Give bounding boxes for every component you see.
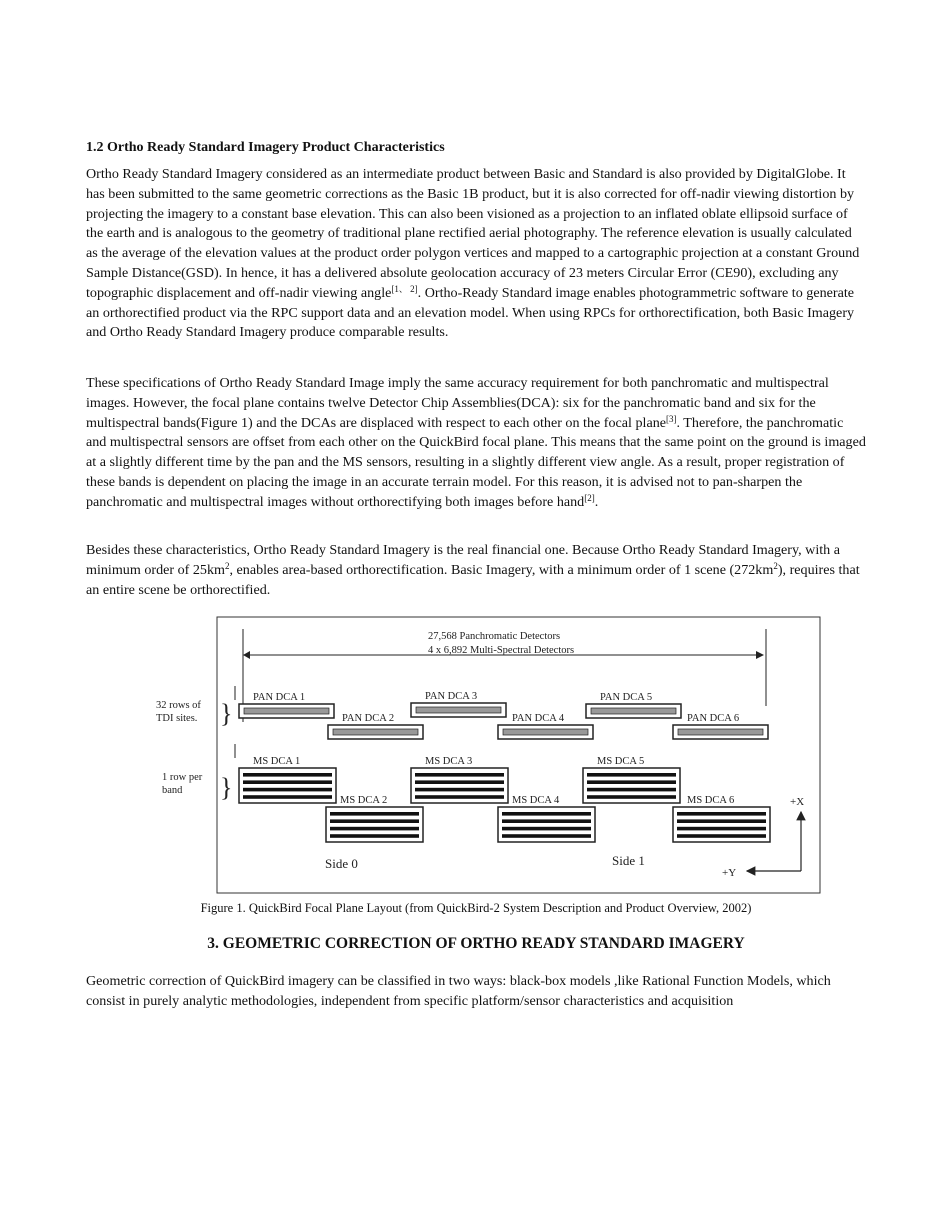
ms-dca-1-band-2 xyxy=(243,780,332,784)
pan-dca-6-label: PAN DCA 6 xyxy=(687,713,740,724)
ms-dca-5-label: MS DCA 5 xyxy=(597,756,645,767)
focal-plane-figure xyxy=(150,614,830,899)
ms-dca-6-band-1 xyxy=(677,812,766,816)
ms-dca-5-band-3 xyxy=(587,788,676,792)
pan-dca-1-sensor xyxy=(244,708,329,714)
band-brace: } xyxy=(220,773,233,802)
ms-dca-4-label: MS DCA 4 xyxy=(512,795,560,806)
pan-dca-4-sensor xyxy=(503,729,588,735)
paragraph-4: Geometric correction of QuickBird imagery can be classified in two ways: black-box models ,like Rational Function Models, which consist in purely analytic methodologies, independent from specific platform/sensor characteristics and acquisition xyxy=(86,973,831,1009)
ms-dca-1-label: MS DCA 1 xyxy=(253,756,301,767)
ms-dca-6-band-3 xyxy=(677,827,766,831)
paragraph-2 xyxy=(86,374,866,513)
ms-dca-6-band-4 xyxy=(677,834,766,838)
ms-dca-4-band-3 xyxy=(502,827,591,831)
ms-dca-3-band-3 xyxy=(415,788,504,792)
pan-dca-5-sensor xyxy=(591,708,676,714)
focal-plane-diagram xyxy=(150,614,830,899)
pan-dca-2-label: PAN DCA 2 xyxy=(342,713,395,724)
side-1-label: Side 1 xyxy=(612,853,645,868)
pan-dca-4-label: PAN DCA 4 xyxy=(512,713,565,724)
paragraph-2-text-b: . Therefore, the panchromatic and multispectral sensors are offset from each other on the QuickBird focal plane. This means that the same point on the ground is imaged at a slightly different time by the pan and the MS sensors, resulting in a slightly different view angle. As a result, proper registration of these bands is dependent on placing the image in an accurate terrain model. For this reason, it is advised not to pan-sharpen the panchromatic and multispectral images without orthorectifying both images before hand xyxy=(86,414,866,510)
citation-ref: [1、 2] xyxy=(391,283,418,294)
paragraph-1-text-a: Ortho Ready Standard Imagery considered as an intermediate product between Basic and Standard is also provided by DigitalGlobe. It has been submitted to the same geometric corrections as the Basic 1B product, but it is also corrected for off-nadir viewing distortion by projecting the imagery to a constant base elevation. This can also been visioned as a projection to an inflated oblate ellipsoid surface of the earth and is analogous to the geometry of traditional plane rectified aerial photography. The reference elevation is usually calculated as the average of the elevation values at the product order polygon vertices and mapped to a cartographic projection at a constant Ground Sample Distance(GSD). In hence, it has a delivered absolute geolocation accuracy of 23 meters Circular Error (CE90), excluding any topographic displacement and off-nadir viewing angle xyxy=(86,166,860,301)
ms-dca-5-band-4 xyxy=(587,795,676,799)
ms-dca-3-label: MS DCA 3 xyxy=(425,756,473,767)
ms-dca-3-band-4 xyxy=(415,795,504,799)
tdi-brace: } xyxy=(220,699,233,728)
x-axis-label: +X xyxy=(790,796,805,808)
paragraph-2-text-c: . xyxy=(594,493,599,510)
band-label-line1: 1 row per xyxy=(162,772,203,783)
ms-dca-4-band-2 xyxy=(502,819,591,823)
tdi-label-line2: TDI sites. xyxy=(156,713,198,724)
citation-ref: [3] xyxy=(666,413,677,424)
pan-dca-5-label: PAN DCA 5 xyxy=(600,692,653,703)
paragraph-1-text-b: . Ortho-Ready Standard image enables photogrammetric software to generate an orthorectified product via the RPC support data and an elevation model. When using RPCs for orthorectification, both Basic Imagery and Ortho Ready Standard Imagery produce comparable results. xyxy=(86,284,855,341)
ms-detectors-label: 4 x 6,892 Multi-Spectral Detectors xyxy=(428,645,575,656)
y-axis-label: +Y xyxy=(722,867,737,879)
figure-caption: Figure 1. QuickBird Focal Plane Layout (from QuickBird-2 System Description and Product Overview, 2002) xyxy=(200,901,752,915)
pan-dca-2-sensor xyxy=(333,729,418,735)
ms-dca-1-band-4 xyxy=(243,795,332,799)
citation-ref: [2] xyxy=(584,492,595,503)
tdi-label-line1: 32 rows of xyxy=(156,700,201,711)
band-label-line2: band xyxy=(162,785,183,796)
ms-dca-2-label: MS DCA 2 xyxy=(340,795,388,806)
paragraph-3 xyxy=(86,541,866,600)
ms-dca-3-band-2 xyxy=(415,780,504,784)
ms-dca-4-band-4 xyxy=(502,834,591,838)
paragraph-3-text-a: Besides these characteristics, Ortho Ready Standard Imagery is the real financial one. Because Ortho Ready Standard Imagery, with a minimum order of 25km xyxy=(86,542,841,578)
pan-detectors-label: 27,568 Panchromatic Detectors xyxy=(428,631,561,642)
figure-frame xyxy=(217,617,820,893)
ms-dca-2-band-2 xyxy=(330,819,419,823)
pan-dca-6-sensor xyxy=(678,729,763,735)
ms-dca-6-label: MS DCA 6 xyxy=(687,795,735,806)
ms-dca-5-band-1 xyxy=(587,773,676,777)
ms-dca-1-band-1 xyxy=(243,773,332,777)
pan-dca-3-label: PAN DCA 3 xyxy=(425,691,478,702)
pan-dca-3-sensor xyxy=(416,707,501,713)
section-3-heading: 3. GEOMETRIC CORRECTION OF ORTHO READY STANDARD IMAGERY xyxy=(207,935,745,952)
ms-dca-2-band-4 xyxy=(330,834,419,838)
ms-dca-group xyxy=(239,756,770,842)
ms-dca-6-band-2 xyxy=(677,819,766,823)
paragraph-1 xyxy=(86,165,866,343)
ms-dca-4-band-1 xyxy=(502,812,591,816)
paragraph-3-text-c: ), requires that an entire scene be orthorectified. xyxy=(86,561,860,598)
superscript: 2 xyxy=(773,560,778,571)
pan-dca-group xyxy=(239,691,768,739)
ms-dca-2-band-1 xyxy=(330,812,419,816)
paragraph-2-text-a: These specifications of Ortho Ready Standard Image imply the same accuracy requirement for both panchromatic and multispectral images. However, the focal plane contains twelve Detector Chip Assemblies(DCA): six for the panchromatic band and six for the multispectral bands(Figure 1) and the DCAs are displaced with respect to each other on the focal plane xyxy=(86,375,829,431)
superscript: 2 xyxy=(224,560,230,571)
section-heading: 1.2 Ortho Ready Standard Imagery Product Characteristics xyxy=(86,140,445,155)
pan-dca-1-label: PAN DCA 1 xyxy=(253,692,306,703)
ms-dca-5-band-2 xyxy=(587,780,676,784)
side-0-label: Side 0 xyxy=(325,856,358,871)
paragraph-3-text-b: , enables area-based orthorectification. Basic Imagery, with a minimum order of 1 scene (272km xyxy=(229,561,774,578)
ms-dca-1-band-3 xyxy=(243,788,332,792)
ms-dca-2-band-3 xyxy=(330,827,419,831)
detector-span-arrow-left xyxy=(243,651,250,659)
ms-dca-3-band-1 xyxy=(415,773,504,777)
